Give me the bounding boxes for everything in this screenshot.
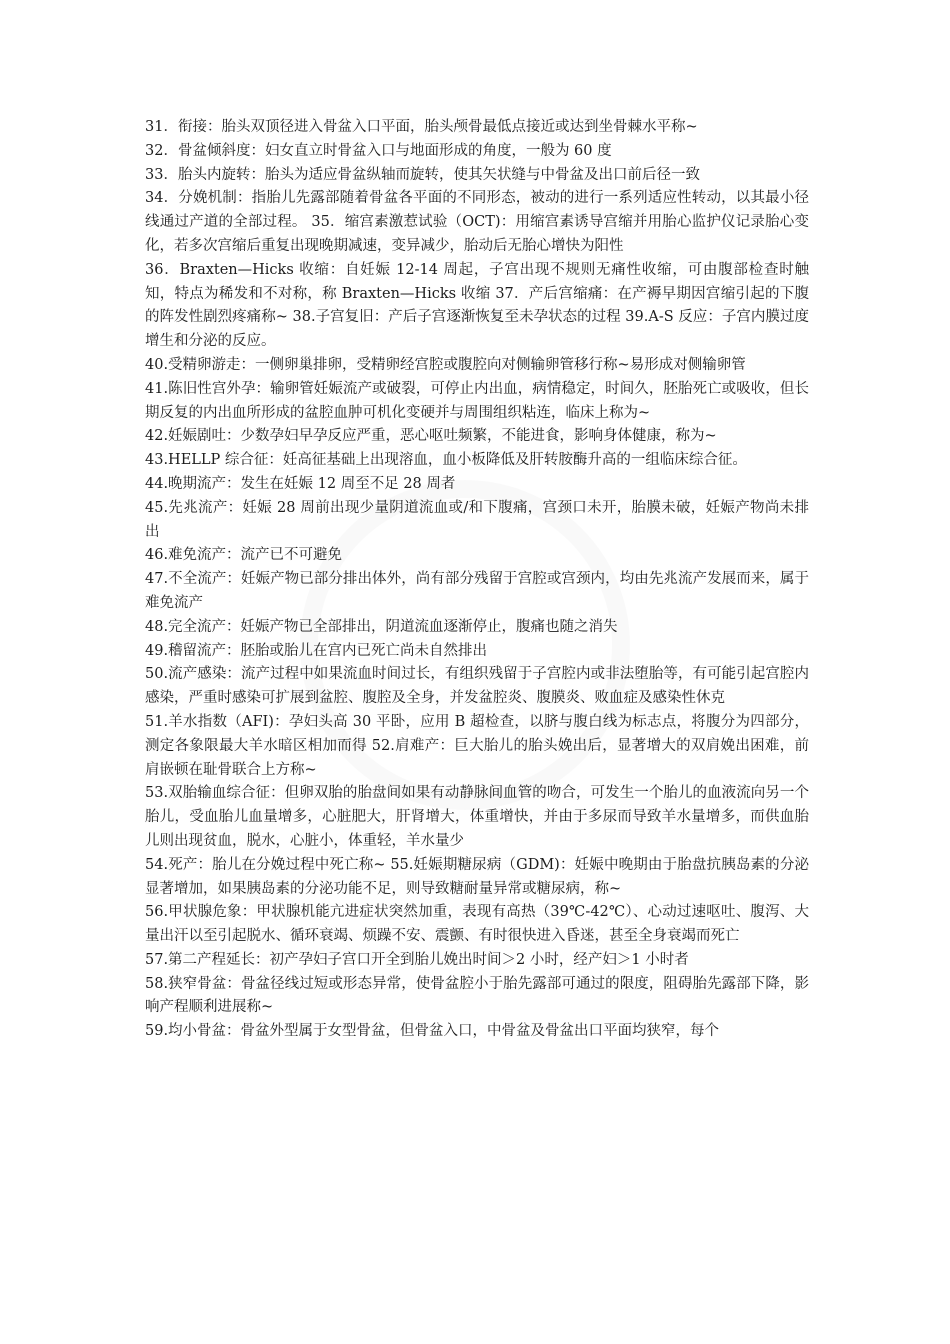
paragraph-49: 49.稽留流产：胚胎或胎儿在宫内已死亡尚未自然排出 (145, 642, 488, 659)
paragraph-42: 42.妊娠剧吐：少数孕妇早孕反应严重，恶心呕吐频繁，不能进食，影响身体健康，称为~ (145, 428, 717, 445)
paragraph-31: 31．衔接：胎头双顶径进入骨盆入口平面，胎头颅骨最低点接近或达到坐骨棘水平称~ (145, 119, 698, 135)
paragraph-58: 58.狭窄骨盆：骨盆径线过短或形态异常，使骨盆腔小于胎先露部可通过的限度，阻碍胎先露部下降，影响产程顺利进展称~ (145, 975, 809, 1016)
paragraph-57: 57.第二产程延长：初产孕妇子宫口开全到胎儿娩出时间＞2 小时，经产妇＞1 小时者 (145, 951, 689, 968)
paragraph-33: 33．胎头内旋转：胎头为适应骨盆纵轴而旋转，使其矢状缝与中骨盆及出口前后径一致 (145, 166, 700, 183)
document-body (145, 116, 809, 1044)
paragraph-34: 34．分娩机制：指胎儿先露部随着骨盆各平面的不同形态，被动的进行一系列适应性转动，以其最小径线通过产道的全部过程。 35．缩宫素激惹试验（OCT)：用缩宫素诱导宫缩并用胎心监护仪记录胎心变化，若多次宫缩后重复出现晚期减速，变异减少，胎动后无胎心增快为阳性 (145, 190, 809, 254)
paragraph-41: 41.陈旧性宫外孕：输卵管妊娠流产或破裂，可停止内出血，病情稳定，时间久，胚胎死亡或吸收，但长期反复的内出血所形成的盆腔血肿可机化变硬并与周围组织粘连，临床上称为~ (145, 380, 809, 421)
paragraph-45: 45.先兆流产：妊娠 28 周前出现少量阴道流血或/和下腹痛，宫颈口未开，胎膜未破，妊娠产物尚未排出 (145, 499, 809, 540)
paragraph-51: 51.羊水指数（AFI)：孕妇头高 30 平卧，应用 B 超检查，以脐与腹白线为标志点，将腹分为四部分，测定各象限最大羊水暗区相加而得 52.肩难产：巨大胎儿的胎头娩出后，显著增大的双肩娩出困难，前肩嵌顿在耻骨联合上方称~ (145, 713, 809, 778)
paragraph-48: 48.完全流产：妊娠产物已全部排出，阴道流血逐渐停止，腹痛也随之消失 (145, 618, 618, 635)
paragraph-50: 50.流产感染：流产过程中如果流血时间过长，有组织残留于子宫腔内或非法堕胎等，有可能引起宫腔内感染，严重时感染可扩展到盆腔、腹腔及全身，并发盆腔炎、腹膜炎、败血症及感染性休克 (145, 666, 809, 707)
paragraph-32: 32．骨盆倾斜度：妇女直立时骨盆入口与地面形成的角度，一般为 60 度 (145, 142, 612, 159)
paragraph-47: 47.不全流产：妊娠产物已部分排出体外，尚有部分残留于宫腔或宫颈内，均由先兆流产发展而来，属于难免流产 (145, 571, 809, 611)
paragraph-44: 44.晚期流产：发生在妊娠 12 周至不足 28 周者 (145, 475, 456, 492)
paragraph-59: 59.均小骨盆：骨盆外型属于女型骨盆，但骨盆入口，中骨盆及骨盆出口平面均狭窄，每个 (145, 1023, 720, 1040)
paragraph-56: 56.甲状腺危象：甲状腺机能亢进症状突然加重，表现有高热（39℃-42℃）、心动过速呕吐、腹泻、大量出汗以至引起脱水、循环衰竭、烦躁不安、震颤、有时很快进入昏迷，甚至全身衰竭而死亡 (145, 904, 809, 945)
paragraph-40: 40.受精卵游走：一侧卵巢排卵，受精卵经宫腔或腹腔向对侧输卵管移行称~易形成对侧输卵管 (145, 356, 746, 373)
paragraph-46: 46.难免流产：流产已不可避免 (145, 547, 343, 564)
paragraph-43: 43.HELLP 综合征：妊高征基础上出现溶血，血小板降低及肝转胺酶升高的一组临床综合征。 (145, 452, 747, 469)
paragraph-54: 54.死产：胎儿在分娩过程中死亡称~ 55.妊娠期糖尿病（GDM)：妊娠中晚期由于胎盘抗胰岛素的分泌显著增加，如果胰岛素的分泌功能不足，则导致糖耐量异常或糖尿病，称~ (145, 856, 809, 897)
paragraph-53: 53.双胎输血综合征：但卵双胎的胎盘间如果有动静脉间血管的吻合，可发生一个胎儿的血液流向另一个胎儿，受血胎儿血量增多，心脏肥大，肝肾增大，体重增快，并由于多尿而导致羊水量增多，而供血胎儿则出现贫血，脱水，心脏小，体重轻，羊水量少 (145, 785, 809, 849)
paragraph-36: 36．Braxten—Hicks 收缩：自妊娠 12-14 周起，子宫出现不规则无痛性收缩，可由腹部检查时触知，特点为稀发和不对称，称 Braxten—Hicks 收缩 37．产后宫缩痛：在产褥早期因宫缩引起的下腹的阵发性剧烈疼痛称~ 38.子宫复旧：产后子宫逐渐恢复至未孕状态的过程 39.A-S 反应：子宫内膜过度增生和分泌的反应。 (145, 261, 809, 350)
